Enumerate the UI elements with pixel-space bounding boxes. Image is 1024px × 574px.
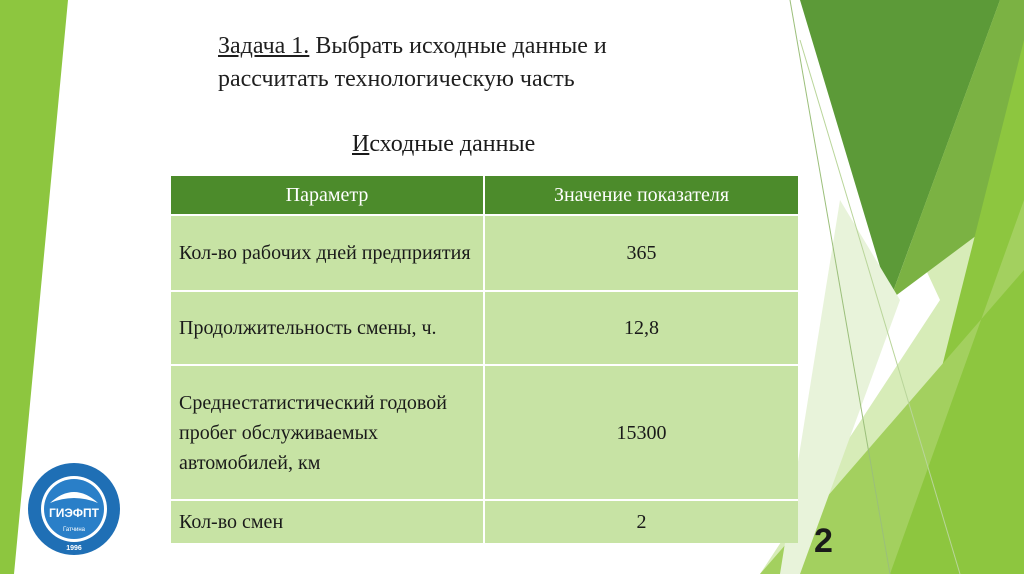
row-parameter: Кол-во смен xyxy=(171,500,484,543)
source-data-table xyxy=(171,176,798,543)
row-value: 2 xyxy=(484,500,798,543)
table-row xyxy=(171,500,798,543)
page-number: 2 xyxy=(814,522,833,560)
row-value: 15300 xyxy=(484,365,798,500)
logo-text: ГИЭФПТ xyxy=(48,506,100,520)
logo-year: 1996 xyxy=(66,545,82,552)
title-task-label: Задача 1. xyxy=(218,33,310,59)
table-heading-initial: И xyxy=(352,131,370,157)
row-value: 12,8 xyxy=(484,291,798,365)
logo-city: Гатчина xyxy=(63,527,85,533)
row-parameter: Кол-во рабочих дней предприятия xyxy=(171,215,484,291)
table-header-row xyxy=(171,176,798,215)
table-heading xyxy=(352,128,535,160)
row-parameter: Продолжительность смены, ч. xyxy=(171,291,484,365)
header-parameter: Параметр xyxy=(171,176,484,215)
slide-title xyxy=(218,30,607,96)
row-value: 365 xyxy=(484,215,798,291)
header-value: Значение показателя xyxy=(484,176,798,215)
table-heading-rest: сходные данные xyxy=(369,131,536,157)
table-row xyxy=(171,365,798,500)
title-line-2: рассчитать технологическую часть xyxy=(218,66,575,92)
title-text: Выбрать исходные данные и xyxy=(309,33,607,59)
table-row xyxy=(171,215,798,291)
row-parameter: Среднестатистический годовой пробег обслуживаемых автомобилей, км xyxy=(171,365,484,500)
table-row xyxy=(171,291,798,365)
institute-logo xyxy=(24,459,124,559)
